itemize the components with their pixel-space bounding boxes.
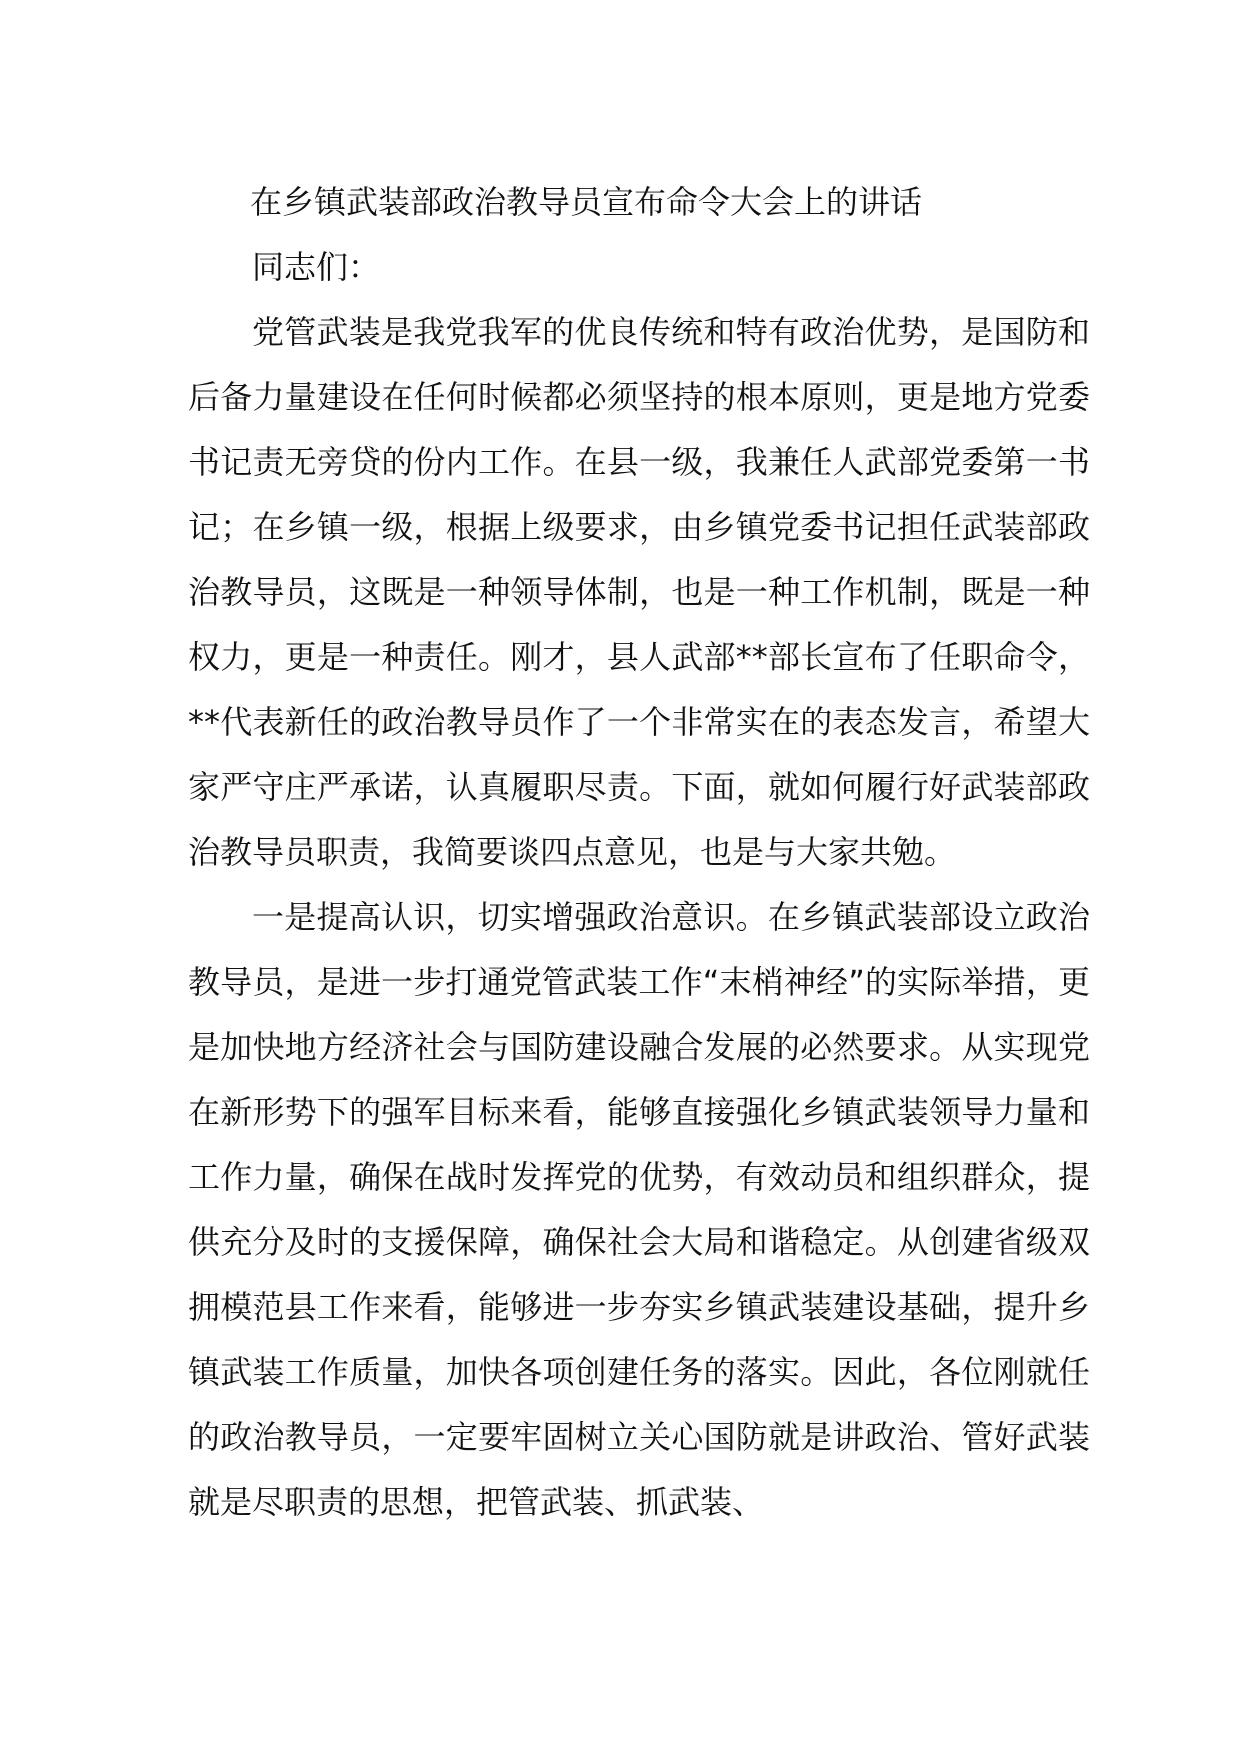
salutation: 同志们： [252, 248, 381, 286]
paragraph-1: 党管武装是我党我军的优良传统和特有政治优势，是国防和后备力量建设在任何时候都必须坚持的根本原则，更是地方党委书记责无旁贷的份内工作。在县一级，我兼任人武部党委第一书记；在乡镇一级，根据上级要求，由乡镇党委书记担任武装部政治教导员，这既是一种领导体制，也是一种工作机制，既是一种权力，更是一种责任。刚才，县人武部**部长宣布了任职命令，**代表新任的政治教导员作了一个非常实在的表态发言，希望大家严守庄严承诺，认真履职尽责。下面，就如何履行好武装部政治教导员职责，我简要谈四点意见，也是与大家共勉。 [188, 313, 1090, 871]
paragraph-2: 一是提高认识，切实增强政治意识。在乡镇武装部设立政治教导员，是进一步打通党管武装工作“末梢神经”的实际举措，更是加快地方经济社会与国防建设融合发展的必然要求。从实现党在新形势下的强军目标来看，能够直接强化乡镇武装领导力量和工作力量，确保在战时发挥党的优势，有效动员和组织群众，提供充分及时的支援保障，确保社会大局和谐稳定。从创建省级双拥模范县工作来看，能够进一步夯实乡镇武装建设基础，提升乡镇武装工作质量，加快各项创建任务的落实。因此，各位刚就任的政治教导员，一定要牢固树立关心国防就是讲政治、管好武装就是尽职责的思想，把管武装、抓武装、 [188, 898, 1090, 1521]
speech-title: 在乡镇武装部政治教导员宣布命令大会上的讲话 [250, 183, 923, 221]
document-body [188, 170, 1090, 1535]
